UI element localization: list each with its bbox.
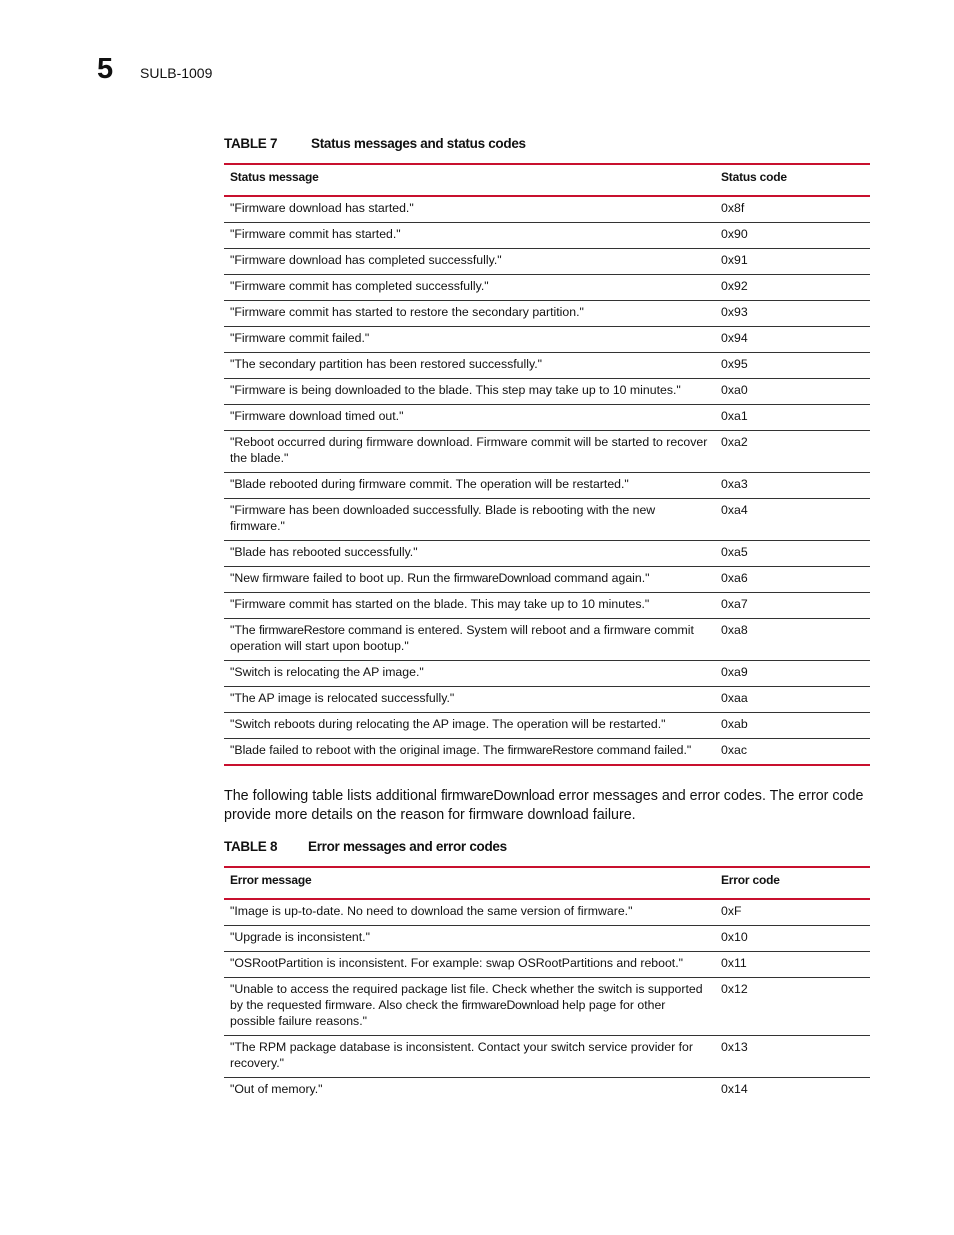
code-cell: 0x8f <box>715 196 870 223</box>
message-text: "The <box>230 623 259 637</box>
message-text: command failed." <box>593 743 692 757</box>
table-row <box>224 249 870 275</box>
message-cell: "Firmware download has started." <box>224 196 715 223</box>
code-cell: 0xa4 <box>715 499 870 541</box>
table8-title: Error messages and error codes <box>308 839 507 854</box>
code-cell: 0x92 <box>715 275 870 301</box>
table-header-row <box>224 164 870 196</box>
message-cell: "Switch is relocating the AP image." <box>224 661 715 687</box>
code-cell: 0xa9 <box>715 661 870 687</box>
table-row <box>224 899 870 926</box>
message-cell: "Firmware commit has started." <box>224 223 715 249</box>
table-row <box>224 661 870 687</box>
column-header-message: Status message <box>224 164 715 196</box>
table-row <box>224 379 870 405</box>
table7-title: Status messages and status codes <box>311 136 526 151</box>
table-row <box>224 353 870 379</box>
code-cell: 0xa6 <box>715 567 870 593</box>
code-cell: 0xab <box>715 713 870 739</box>
column-header-code: Error code <box>715 867 870 899</box>
command-name: firmwareDownload <box>461 998 559 1012</box>
code-cell: 0x90 <box>715 223 870 249</box>
message-cell: "Firmware commit failed." <box>224 327 715 353</box>
table-row <box>224 952 870 978</box>
code-cell: 0xF <box>715 899 870 926</box>
table-row <box>224 619 870 661</box>
code-cell: 0xa0 <box>715 379 870 405</box>
message-cell: "The RPM package database is inconsistent. Contact your switch service provider for recovery." <box>224 1036 715 1078</box>
code-cell: 0xa3 <box>715 473 870 499</box>
message-text: "Blade failed to reboot with the original image. The <box>230 743 508 757</box>
message-cell: "Firmware is being downloaded to the blade. This step may take up to 10 minutes." <box>224 379 715 405</box>
message-text: "Unable to access the required package list file. Check whether the switch is supported by the requested firmware. Also check the <box>230 982 703 1012</box>
message-cell <box>224 978 715 1036</box>
code-cell: 0xac <box>715 739 870 766</box>
message-cell: "The secondary partition has been restored successfully." <box>224 353 715 379</box>
message-cell: "Image is up-to-date. No need to download the same version of firmware." <box>224 899 715 926</box>
code-cell: 0x11 <box>715 952 870 978</box>
message-cell: "Firmware download has completed successfully." <box>224 249 715 275</box>
table-row <box>224 978 870 1036</box>
code-cell: 0xa7 <box>715 593 870 619</box>
table-row <box>224 713 870 739</box>
table8-label: TABLE 8 <box>224 839 278 854</box>
table-row <box>224 739 870 766</box>
table-row <box>224 593 870 619</box>
message-cell: "Out of memory." <box>230 1082 323 1096</box>
command-name: firmwareDownload <box>453 571 551 585</box>
command-name: firmwareRestore <box>507 743 594 757</box>
table-row <box>224 499 870 541</box>
table-row <box>224 567 870 593</box>
table-row <box>224 223 870 249</box>
message-cell: "Firmware commit has started on the blade. This may take up to 10 minutes." <box>224 593 715 619</box>
message-cell <box>224 619 715 661</box>
code-cell: 0xa1 <box>715 405 870 431</box>
message-cell: "Blade has rebooted successfully." <box>224 541 715 567</box>
table-row <box>224 196 870 223</box>
table8-caption <box>224 839 507 854</box>
table7-body <box>224 196 870 765</box>
code-cell: 0x12 <box>715 978 870 1036</box>
message-cell: "Firmware download timed out." <box>224 405 715 431</box>
code-cell: 0x14 <box>721 1082 748 1096</box>
column-header-message: Error message <box>224 867 715 899</box>
code-cell: 0xa2 <box>715 431 870 473</box>
message-cell: "Firmware has been downloaded successfully. Blade is rebooting with the new firmware." <box>224 499 715 541</box>
table-row <box>224 1036 870 1078</box>
code-cell: 0xa8 <box>715 619 870 661</box>
code-cell: 0x95 <box>715 353 870 379</box>
message-cell: "Switch reboots during relocating the AP image. The operation will be restarted." <box>224 713 715 739</box>
chapter-number: 5 <box>97 53 114 85</box>
code-cell: 0x10 <box>715 926 870 952</box>
paragraph-text-end: error messages and error codes. The error code provide more details on the reason for firmware download failure. <box>224 788 864 823</box>
message-cell: "Reboot occurred during firmware download. Firmware commit will be started to recover the blade." <box>224 431 715 473</box>
error-codes-table <box>224 866 870 1103</box>
table-row <box>224 541 870 567</box>
message-cell <box>224 739 715 766</box>
command-name: firmwareDownload <box>440 788 555 804</box>
table-row <box>224 275 870 301</box>
message-cell: "Firmware commit has started to restore the secondary partition." <box>224 301 715 327</box>
table-row <box>224 926 870 952</box>
message-cell: "Firmware commit has completed successfully." <box>224 275 715 301</box>
table-row <box>224 301 870 327</box>
code-cell: 0x94 <box>715 327 870 353</box>
code-cell: 0x93 <box>715 301 870 327</box>
table-row <box>224 1078 870 1104</box>
message-text: command is entered. System will reboot and a firmware commit operation will start upon bootup." <box>230 623 694 653</box>
message-text: help page for other possible failure reasons." <box>230 998 666 1028</box>
message-cell: "OSRootPartition is inconsistent. For example: swap OSRootPartitions and reboot." <box>224 952 715 978</box>
code-cell: 0xaa <box>715 687 870 713</box>
paragraph-text-start: The following table lists additional <box>224 788 441 804</box>
table8-body <box>224 899 870 1103</box>
intro-paragraph <box>224 787 874 825</box>
message-cell: "Blade rebooted during firmware commit. The operation will be restarted." <box>224 473 715 499</box>
message-text: "New firmware failed to boot up. Run the <box>230 571 454 585</box>
table7-caption <box>224 136 526 151</box>
table-row <box>224 473 870 499</box>
code-cell: 0xa5 <box>715 541 870 567</box>
message-cell <box>224 567 715 593</box>
column-header-code: Status code <box>715 164 870 196</box>
status-codes-table <box>224 163 870 766</box>
table-row <box>224 431 870 473</box>
table-row <box>224 405 870 431</box>
table-row <box>224 327 870 353</box>
code-cell: 0x91 <box>715 249 870 275</box>
message-cell: "Upgrade is inconsistent." <box>224 926 715 952</box>
code-cell: 0x13 <box>715 1036 870 1078</box>
message-cell: "The AP image is relocated successfully." <box>224 687 715 713</box>
message-text: command again." <box>550 571 650 585</box>
table-header-row <box>224 867 870 899</box>
table7-label: TABLE 7 <box>224 136 278 151</box>
command-name: firmwareRestore <box>258 623 345 637</box>
table-row <box>224 687 870 713</box>
document-id: SULB-1009 <box>140 65 213 81</box>
